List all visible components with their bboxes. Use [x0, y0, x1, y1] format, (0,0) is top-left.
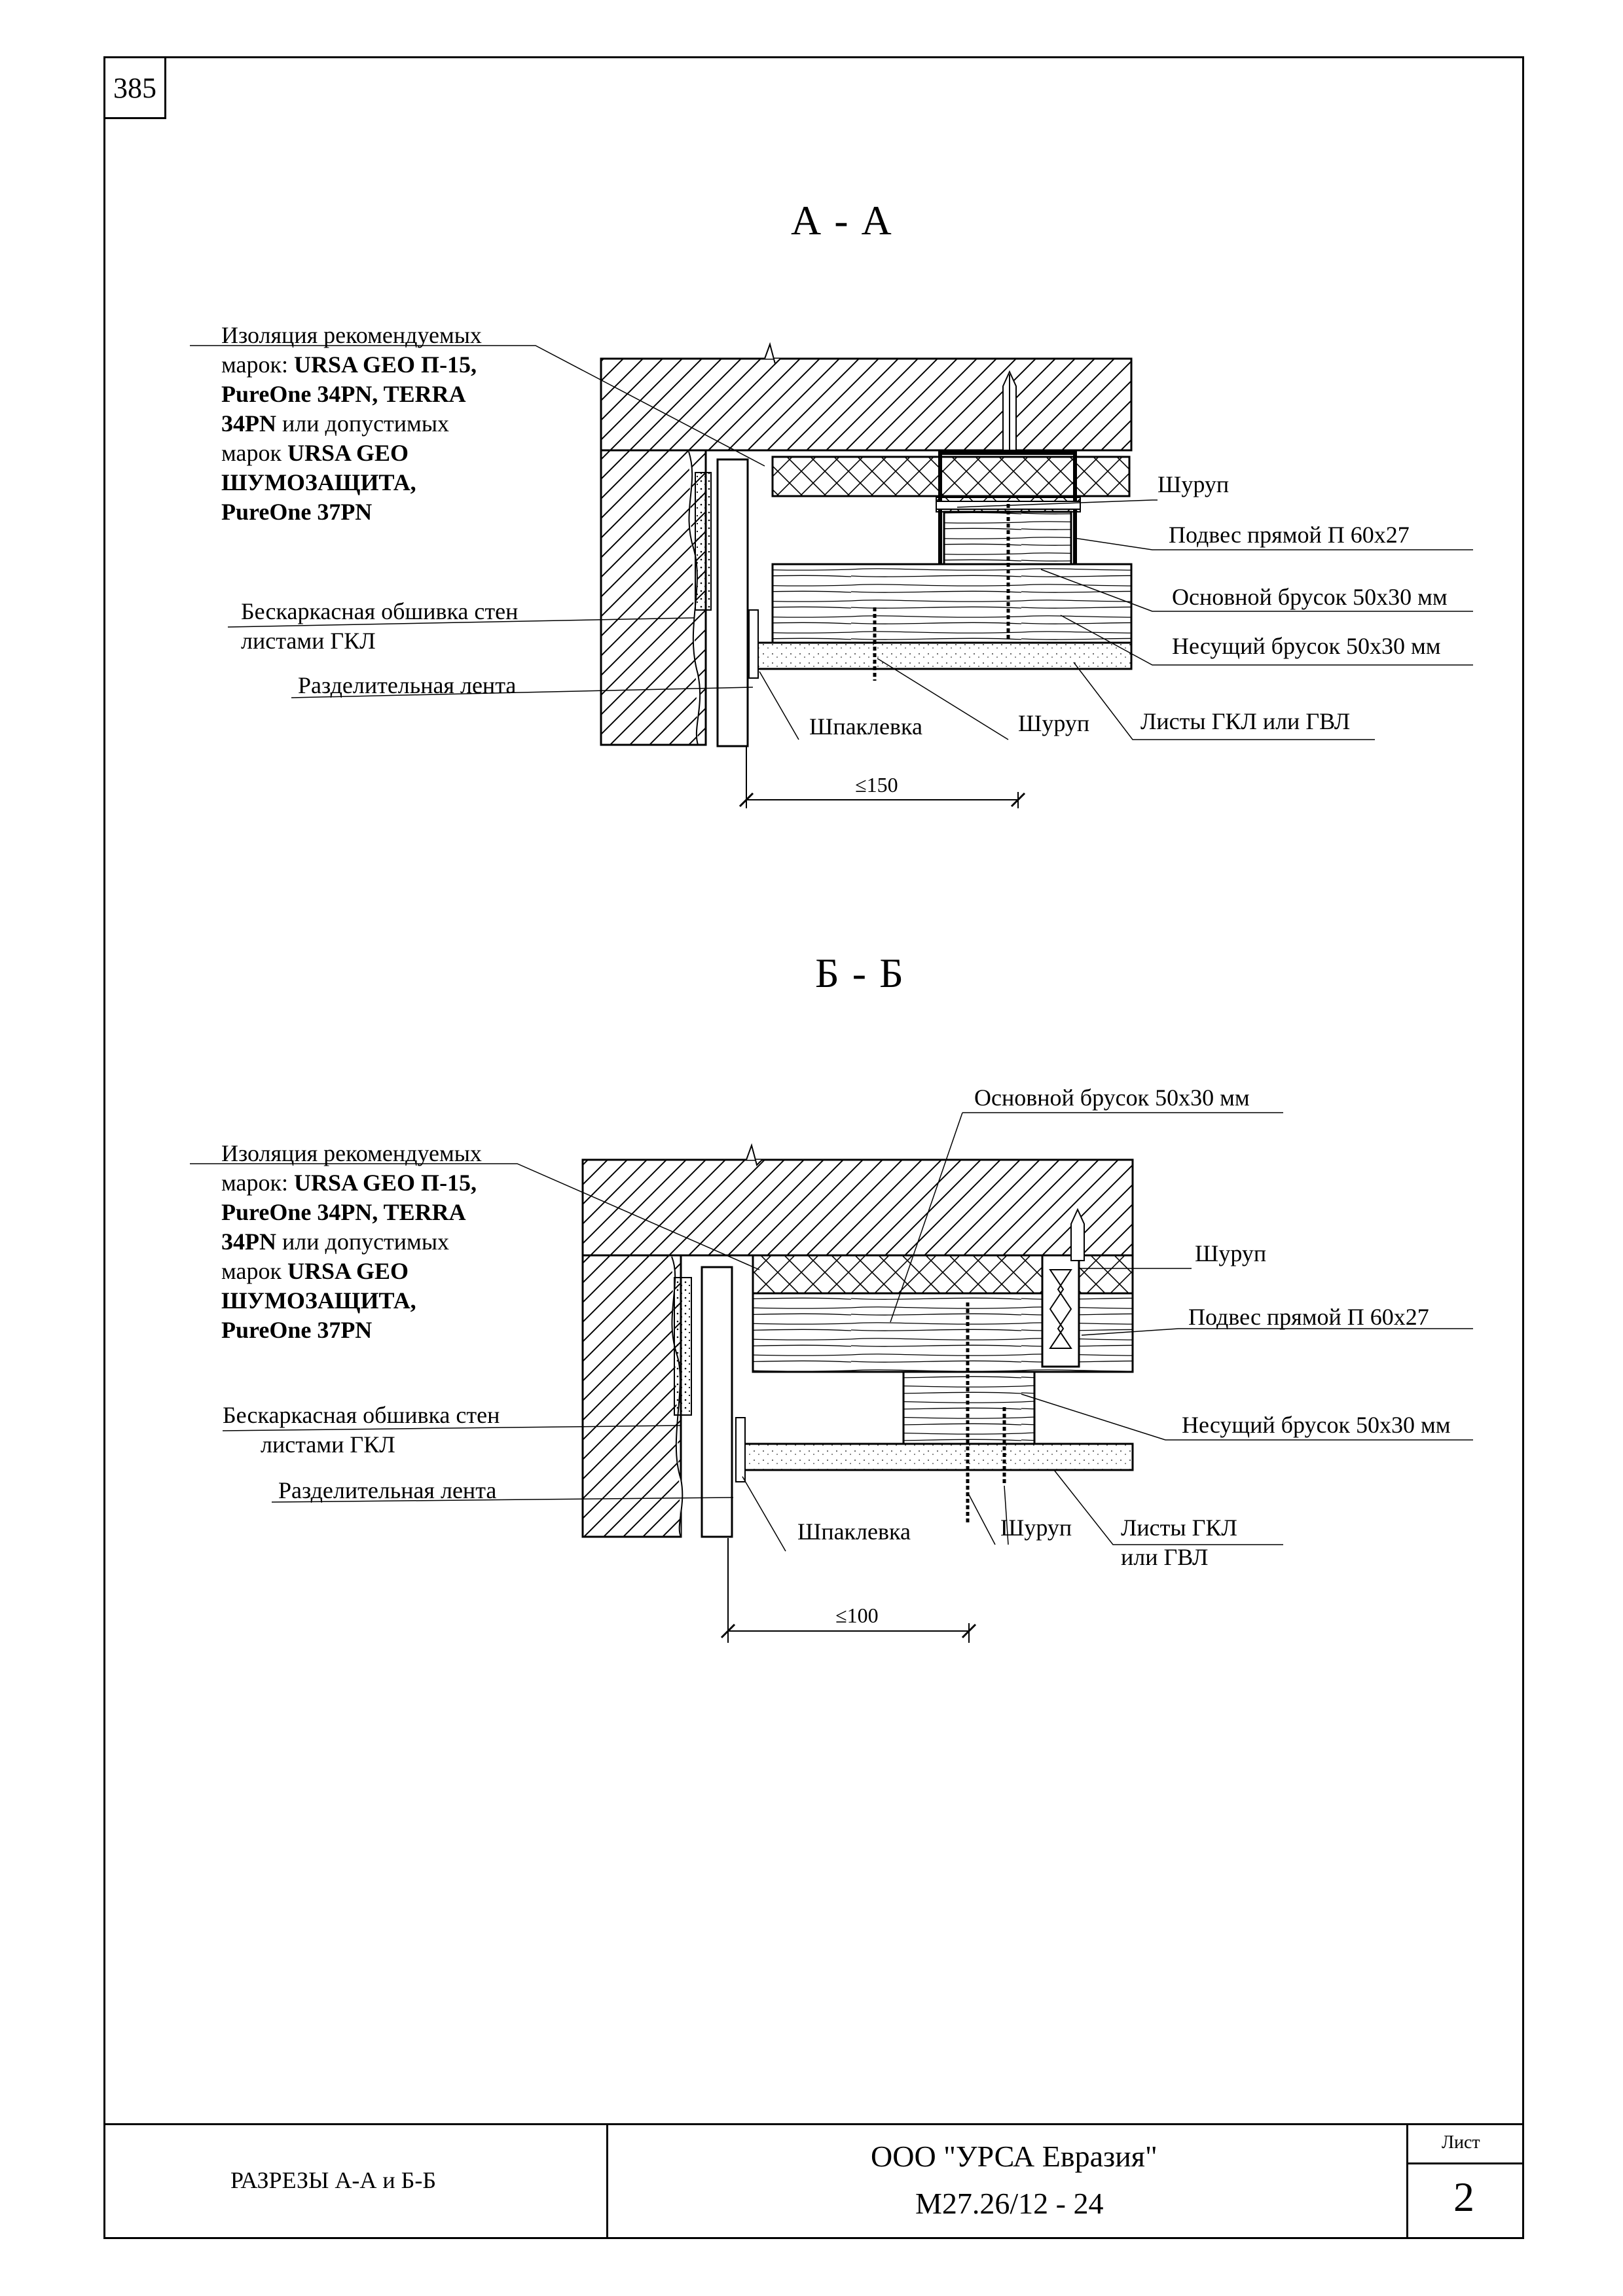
sheet-label: Лист: [1442, 2132, 1480, 2153]
aa-insulation-run: марок:: [221, 351, 295, 378]
bb-insulation-run: ШУМОЗАЩИТА,: [221, 1287, 416, 1314]
aa-insulation-line: [221, 409, 482, 439]
bb-insulation-run: PureOne 37PN: [221, 1317, 373, 1343]
bb-insulation-line: [221, 1286, 482, 1316]
aa-wall-lining-label-2: листами ГКЛ: [241, 628, 376, 654]
bb-insulation-run: URSA GEO П-15,: [294, 1170, 477, 1196]
bb-insulation-line: [221, 1257, 482, 1286]
aa-insulation-run: PureOne 37PN: [221, 499, 373, 525]
section-aa-title: А - А: [791, 197, 893, 243]
aa-separating-tape-label: Разделительная лента: [298, 672, 517, 698]
bb-insulation-run: марок:: [221, 1170, 295, 1196]
bb-main-bar-label: Основной брусок 50х30 мм: [974, 1085, 1250, 1111]
aa-slab: [601, 359, 1131, 450]
section-bb-title: Б - Б: [815, 950, 905, 996]
sheet-number: 2: [1453, 2174, 1474, 2220]
bb-insulation-label: [221, 1139, 482, 1345]
aa-hanger-label: Подвес прямой П 60х27: [1169, 522, 1410, 548]
bb-screw-top-label: Шуруп: [1195, 1240, 1267, 1266]
bb-hanger-label: Подвес прямой П 60х27: [1188, 1304, 1429, 1330]
bb-insulation-run: 34PN: [221, 1229, 276, 1255]
aa-insulation-run: 34PN: [221, 410, 276, 437]
bb-sheets-label-1: Листы ГКЛ: [1121, 1515, 1237, 1541]
aa-insulation-run: Изоляция рекомендуемых: [221, 322, 482, 348]
bb-insulation-run: или допустимых: [276, 1229, 450, 1255]
document-code: М27.26/12 - 24: [915, 2187, 1104, 2220]
bb-insulation-line: [221, 1198, 482, 1227]
aa-insulation-run: ШУМОЗАЩИТА,: [221, 469, 416, 495]
aa-wall-lining: [718, 459, 748, 746]
aa-sheets-label: Листы ГКЛ или ГВЛ: [1140, 708, 1351, 734]
bb-insulation-line: [221, 1139, 482, 1168]
bb-insulation-line: [221, 1168, 482, 1198]
bb-wall-lining-label-2: листами ГКЛ: [261, 1431, 395, 1458]
aa-insulation-run: PureOne 34PN, TERRA: [221, 381, 466, 407]
aa-putty-label: Шпаклевка: [809, 713, 922, 740]
bb-insulation-run: PureOne 34PN, TERRA: [221, 1199, 466, 1225]
aa-putty: [749, 610, 758, 678]
aa-main-bar: [773, 564, 1131, 643]
bb-insulation-run: марок: [221, 1258, 288, 1284]
sheet-title: РАЗРЕЗЫ А-А и Б-Б: [230, 2167, 437, 2193]
aa-screw-bottom-label: Шуруп: [1018, 710, 1090, 736]
bb-wall: [583, 1255, 681, 1537]
bb-dimension: ≤100: [835, 1604, 879, 1627]
aa-wall-lining-label-1: Бескаркасная обшивка стен: [241, 598, 519, 624]
bb-putty-label: Шпаклевка: [797, 1518, 911, 1545]
bb-insulation-run: URSA GEO: [287, 1258, 409, 1284]
bb-separating-tape-label: Разделительная лента: [278, 1477, 497, 1503]
aa-insulation-run: марок: [221, 440, 288, 466]
company-name: ООО "УРСА Евразия": [871, 2140, 1158, 2173]
aa-insulation-line: [221, 439, 482, 468]
aa-gkl-sheet: [754, 643, 1131, 669]
bb-bearing-bar-label: Несущий брусок 50х30 мм: [1182, 1412, 1451, 1438]
aa-wall: [601, 450, 706, 745]
bb-screw-bottom-label: Шуруп: [1000, 1515, 1072, 1541]
aa-wall-fill: [695, 473, 711, 610]
page-number: 385: [103, 56, 166, 119]
aa-insulation-label: [221, 321, 482, 527]
bb-insulation-run: Изоляция рекомендуемых: [221, 1140, 482, 1166]
bb-sheets-label-2: или ГВЛ: [1121, 1544, 1209, 1570]
bb-insulation-line: [221, 1316, 482, 1345]
aa-insulation-run: URSA GEO: [287, 440, 409, 466]
aa-insulation-line: [221, 380, 482, 409]
bb-wall-fill: [674, 1278, 691, 1415]
aa-insulation-run: или допустимых: [276, 410, 450, 437]
bb-insulation-line: [221, 1227, 482, 1257]
bb-putty: [736, 1418, 745, 1482]
bb-slab: [583, 1160, 1133, 1255]
aa-insulation-line: [221, 468, 482, 497]
aa-insulation-line: [221, 497, 482, 527]
bb-wall-lining: [702, 1267, 732, 1537]
aa-dimension: ≤150: [855, 773, 898, 797]
aa-screw-top-label: Шуруп: [1158, 471, 1230, 497]
aa-insulation-line: [221, 321, 482, 350]
bb-hanger: [1042, 1255, 1079, 1367]
aa-main-bar-label: Основной брусок 50х30 мм: [1172, 584, 1448, 610]
bb-gkl-sheet: [744, 1444, 1133, 1470]
bb-wall-lining-label-1: Бескаркасная обшивка стен: [223, 1402, 500, 1428]
aa-insulation-line: [221, 350, 482, 380]
aa-insulation-run: URSA GEO П-15,: [294, 351, 477, 378]
aa-bearing-bar-label: Несущий брусок 50х30 мм: [1172, 633, 1441, 659]
